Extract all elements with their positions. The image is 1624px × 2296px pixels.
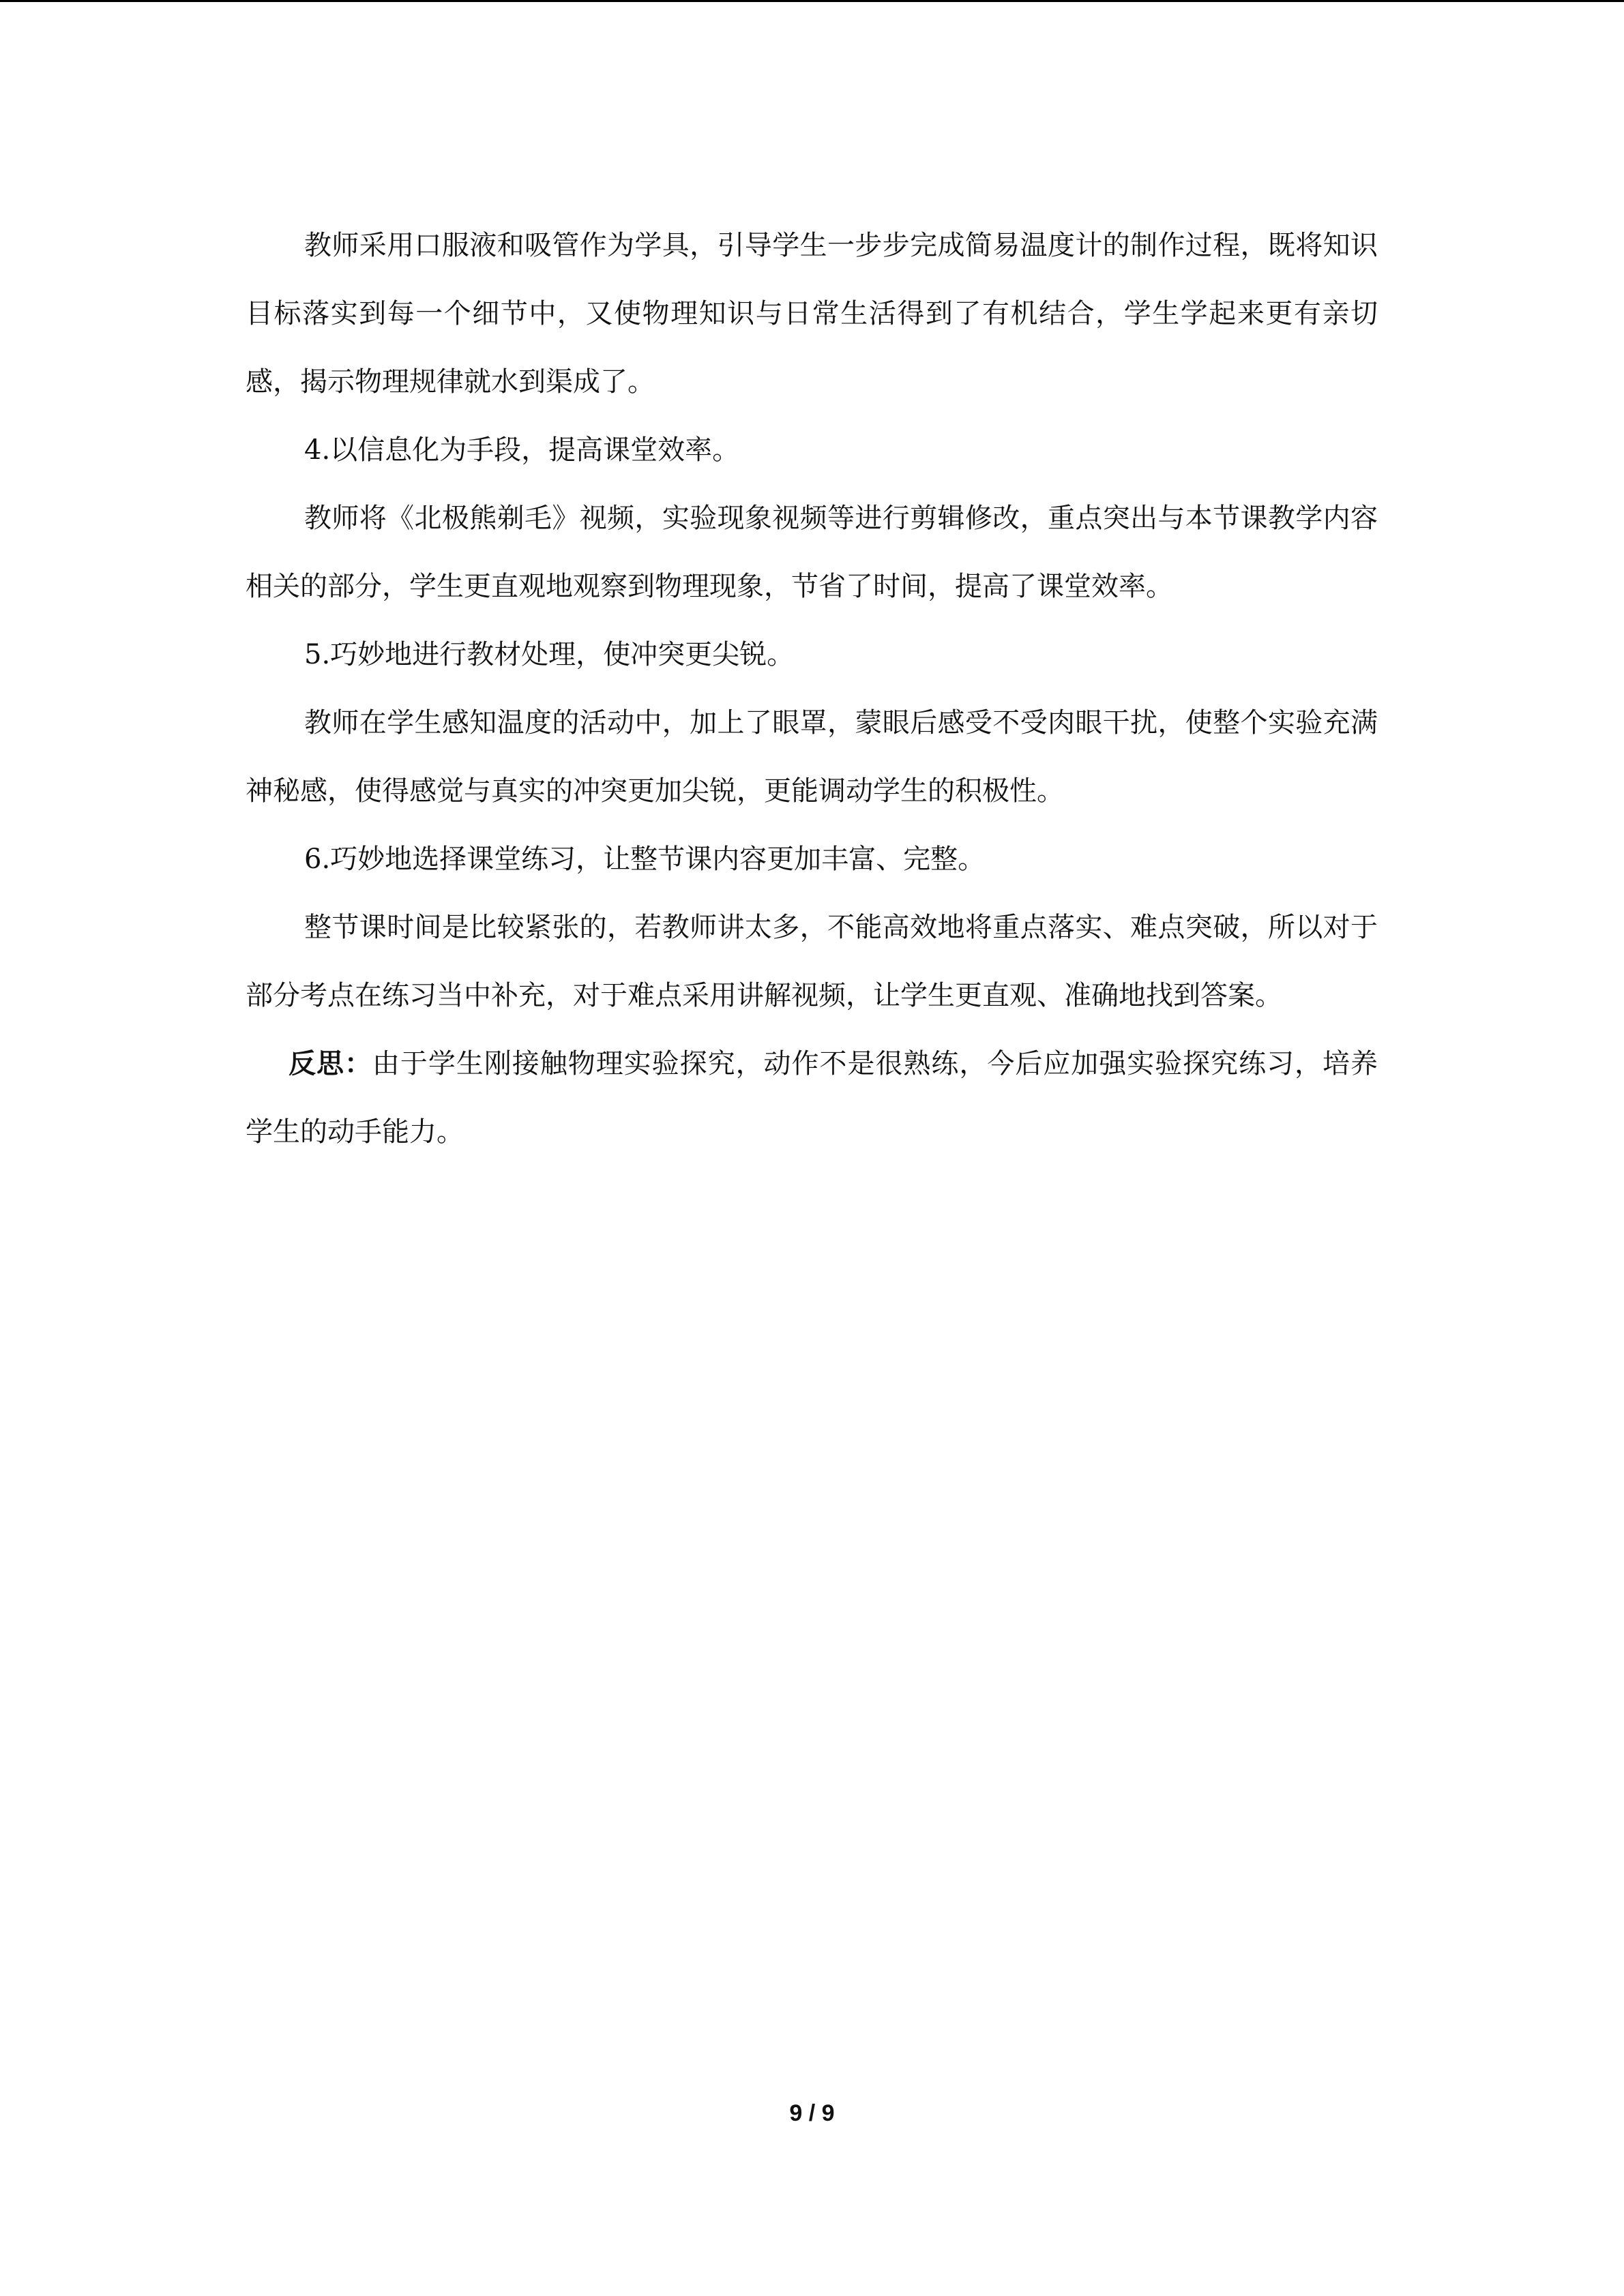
heading-informatization: 4.以信息化为手段，提高课堂效率。 [304, 434, 740, 466]
heading-textbook-processing: 5.巧妙地进行教材处理，使冲突更尖锐。 [304, 639, 795, 670]
paragraph-blindfold-activity: 教师在学生感知温度的活动中，加上了眼罩，蒙眼后感受不受肉眼干扰，使整个实验充满神秘感，使得感觉与真实的冲突更加尖锐，更能调动学生的积极性。 [246, 707, 1378, 807]
paragraph-thermometer-making: 教师采用口服液和吸管作为学具，引导学生一步步完成简易温度计的制作过程，既将知识目标落实到每一个细节中，又使物理知识与日常生活得到了有机结合，学生学起来更有亲切感，揭示物理规律就水到渠成了。 [246, 230, 1378, 398]
top-border-line [0, 0, 1624, 2]
reflection-label: 反思： [289, 1047, 372, 1079]
heading-classroom-exercises: 6.巧妙地选择课堂练习，让整节课内容更加丰富、完整。 [304, 844, 986, 875]
document-body [246, 211, 1378, 1166]
reflection-text: 由于学生刚接触物理实验探究，动作不是很熟练，今后应加强实验探究练习，培养学生的动手能力。 [246, 1048, 1378, 1148]
page-number: 9 / 9 [789, 2100, 835, 2126]
reflection-paragraph [246, 1030, 1378, 1166]
paragraph-video-editing: 教师将《北极熊剃毛》视频，实验现象视频等进行剪辑修改，重点突出与本节课教学内容相关的部分，学生更直观地观察到物理现象，节省了时间，提高了课堂效率。 [246, 503, 1378, 602]
paragraph-time-management: 整节课时间是比较紧张的，若教师讲太多，不能高效地将重点落实、难点突破，所以对于部分考点在练习当中补充，对于难点采用讲解视频，让学生更直观、准确地找到答案。 [246, 912, 1378, 1011]
